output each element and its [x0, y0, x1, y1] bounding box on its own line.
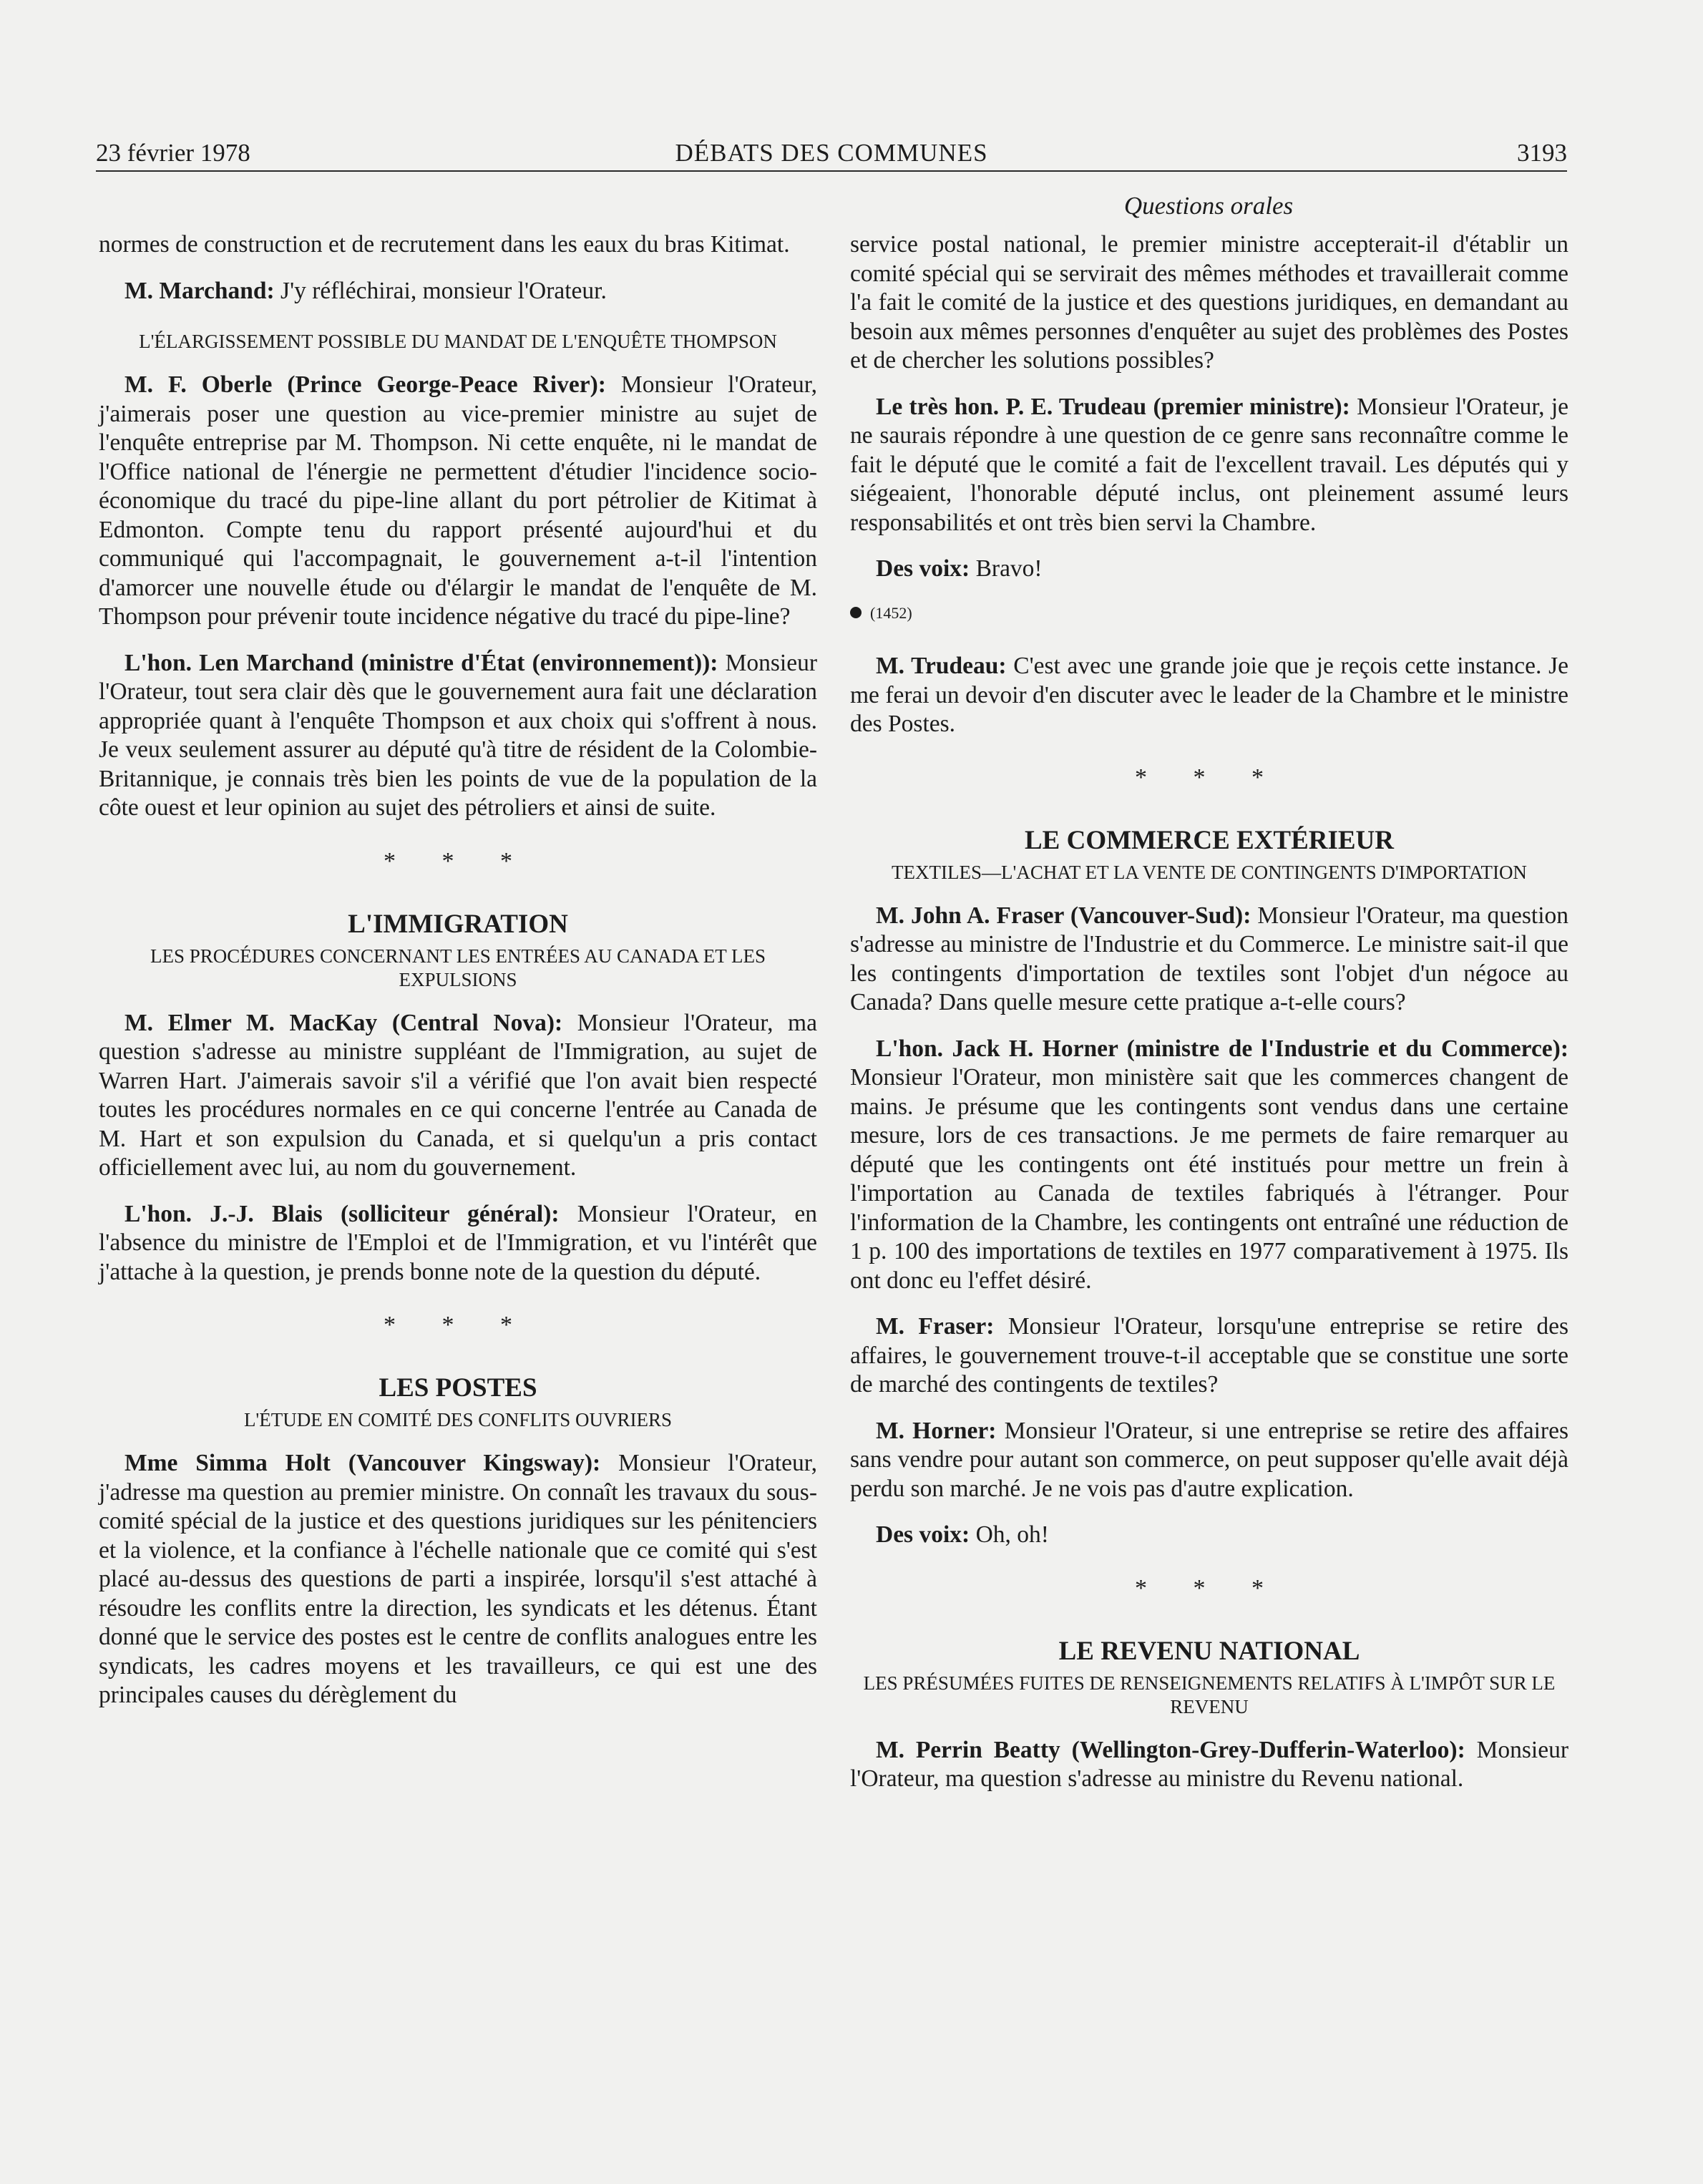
speech: Monsieur l'Orateur, si une entreprise se retire des affaires sans vendre pour autant son commerce, on peut supposer qu'elle avait déjà perdu son marché. Je ne vois pas d'autre explication.: [850, 1417, 1568, 1502]
speaker: L'hon. Len Marchand (ministre d'État (environnement)):: [125, 649, 718, 676]
speech: Monsieur l'Orateur, j'adresse ma question au premier ministre. On connaît les travaux du sous-comité spécial de la justice et des questions juridiques sur les pénitenciers et la violence, et la confiance à l'échelle nationale que ce comité qui s'est placé au-dessus des questions de parti a inspirée, lorsqu'il s'est attaché à résoudre les conflits entre la direction, les syndicats et les détenus. Étant donné que le service des postes est le centre de conflits analogues entre les syndicats, les cadres moyens et les travailleurs, ce qui est une des principales causes du dérèglement du: [99, 1450, 817, 1708]
header-date: 23 février 1978: [96, 139, 250, 167]
paragraph: [99, 371, 817, 632]
paragraph: [99, 649, 817, 823]
speaker: M. Marchand:: [125, 277, 275, 304]
paragraph: [99, 1449, 817, 1710]
speech: Monsieur l'Orateur, ma question s'adresse au ministre du Revenu national.: [850, 1736, 1568, 1793]
speaker: M. Elmer M. MacKay (Central Nova):: [125, 1009, 563, 1036]
section-subheader: Questions orales: [1123, 192, 1294, 220]
section-heading: LE REVENU NATIONAL: [1058, 1636, 1360, 1666]
speaker: Des voix:: [876, 1521, 970, 1549]
header-title: DÉBATS DES COMMUNES: [675, 139, 988, 167]
paragraph: [99, 277, 817, 306]
speech: Monsieur l'Orateur, lorsqu'une entreprise se retire des affaires, le gouvernement trouve-t-il acceptable que se constitue une sorte de marché des contingents de textiles?: [850, 1313, 1568, 1398]
section-heading: L'IMMIGRATION: [348, 909, 568, 939]
paragraph: [99, 1200, 817, 1287]
time-marker-label: (1452): [870, 603, 912, 622]
speaker: Mme Simma Holt (Vancouver Kingsway):: [125, 1450, 601, 1476]
speaker: M. Perrin Beatty (Wellington-Grey-Dufferin-Waterloo):: [876, 1736, 1465, 1763]
speaker: M. Horner:: [876, 1417, 997, 1444]
paragraph: normes de construction et de recrutement dans les eaux du bras Kitimat.: [99, 231, 790, 258]
paragraph: [850, 652, 1568, 739]
speech: Oh, oh!: [970, 1521, 1049, 1549]
section-heading: LES POSTES: [379, 1373, 537, 1403]
speaker: L'hon. Jack H. Horner (ministre de l'Industrie et du Commerce):: [876, 1035, 1568, 1062]
paragraph: [850, 1736, 1568, 1794]
speaker: M. John A. Fraser (Vancouver-Sud):: [876, 902, 1251, 929]
separator-stars: * * *: [1135, 1574, 1284, 1602]
paragraph: [850, 902, 1568, 1018]
paragraph: [850, 555, 1568, 584]
speaker: Le très hon. P. E. Trudeau (premier ministre):: [876, 393, 1350, 420]
header-page-number: 3193: [1517, 139, 1567, 167]
separator-stars: * * *: [384, 847, 532, 874]
speaker: L'hon. J.-J. Blais (solliciteur général):: [125, 1200, 560, 1227]
separator-stars: * * *: [384, 1312, 532, 1338]
bullet-icon: [850, 607, 862, 618]
right-column: [850, 230, 1568, 1811]
speech: Monsieur l'Orateur, j'aimerais poser une question au vice-premier ministre au sujet de l'enquête entreprise par M. Thompson. Ni cette enquête, ni le mandat de l'Office national de l'énergie ne permettent d'étudier l'incidence socio-économique du tracé du pipe-line allant du port pétrolier de Kitimat à Edmonton. Compte tenu du rapport présenté aujourd'hui et du communiqué qui l'accompagnait, le gouvernement a-t-il l'intention d'amorcer une nouvelle étude ou d'élargir le mandat de l'enquête de M. Thompson pour prévenir toute incidence négative du tracé du pipe-line?: [99, 371, 817, 630]
speech: Monsieur l'Orateur, en l'absence du ministre de l'Emploi et de l'Immigration, et vu l'intérêt que j'attache à la question, je prends bonne note de la question du député.: [99, 1200, 817, 1285]
paragraph: [850, 393, 1568, 538]
speaker: M. F. Oberle (Prince George-Peace River):: [125, 371, 606, 398]
paragraph: [99, 1009, 817, 1183]
speech: Monsieur l'Orateur, ma question s'adresse au ministre suppléant de l'Immigration, au sujet de Warren Hart. J'aimerais savoir s'il a vérifié que l'on avait bien respecté toutes les procédures normales en ce qui concerne l'entrée au Canada de M. Hart et son expulsion du Canada, et si quelqu'un a pris contact officiellement avec lui, au nom du gouvernement.: [99, 1009, 817, 1181]
speaker: M. Fraser:: [876, 1313, 995, 1340]
subsection-heading: L'ÉLARGISSEMENT POSSIBLE DU MANDAT DE L'ENQUÊTE THOMPSON: [139, 331, 777, 352]
paragraph: [850, 1312, 1568, 1400]
speech: Monsieur l'Orateur, ma question s'adresse au ministre de l'Industrie et du Commerce. Le ministre sait-il que les contingents d'importation de textiles sont l'objet d'un négoce au Canada? Dans quelle mesure cette pratique a-t-elle cours?: [850, 902, 1568, 1016]
section-heading: LE COMMERCE EXTÉRIEUR: [1025, 825, 1394, 855]
speaker: Des voix:: [876, 555, 970, 582]
time-marker: [850, 601, 1568, 624]
speaker: M. Trudeau:: [876, 653, 1007, 680]
page-header: [96, 136, 1567, 172]
speech: Monsieur l'Orateur, je ne saurais répondre à une question de ce genre sans reconnaître comme le fait le député que le comité a fait de l'excellent travail. Les députés qui y siégeaient, l'honorable député inclus, ont pleinement assumé leurs responsabilités et ont très bien servi la Chambre.: [850, 393, 1568, 536]
subsection-heading: L'ÉTUDE EN COMITÉ DES CONFLITS OUVRIERS: [243, 1409, 673, 1430]
speech: C'est avec une grande joie que je reçois cette instance. Je me ferai un devoir d'en discuter avec le leader de la Chambre et le ministre des Postes.: [850, 653, 1568, 738]
subsection-heading: LES PRÉSUMÉES FUITES DE RENSEIGNEMENTS RELATIFS À L'IMPÔT SUR LE REVENU: [863, 1672, 1556, 1717]
speech: J'y réfléchirai, monsieur l'Orateur.: [274, 277, 607, 304]
subsection-heading: TEXTILES—L'ACHAT ET LA VENTE DE CONTINGENTS D'IMPORTATION: [892, 861, 1527, 883]
left-column: [99, 230, 817, 1727]
subsection-heading: LES PROCÉDURES CONCERNANT LES ENTRÉES AU CANADA ET LES EXPULSIONS: [150, 945, 766, 990]
paragraph: service postal national, le premier ministre accepterait-il d'établir un comité spécial qui se servirait des mêmes méthodes et travaillerait comme l'a fait le comité de la justice et des questions juridiques, en demandant au besoin aux mêmes personnes d'enquêter au sujet des problèmes des Postes et de chercher les solutions possibles?: [850, 231, 1568, 374]
speech: Bravo!: [970, 555, 1043, 582]
paragraph: [850, 1521, 1568, 1550]
speech: Monsieur l'Orateur, tout sera clair dès que le gouvernement aura fait une déclaration appropriée quant à l'enquête Thompson et aux choix qui s'offrent à nous. Je veux seulement assurer au député qu'à titre de résident de la Colombie-Britannique, je connais très bien les points de vue de la population de la côte ouest et leur opinion au sujet des pétroliers et ainsi de suite.: [99, 649, 817, 821]
speech: Monsieur l'Orateur, mon ministère sait que les commerces changent de mains. Je présume que les contingents sont vendus dans une certaine mesure, lors de ces transactions. Je me permets de faire remarquer au député que les contingents ont été institués pour mettre un frein à l'importation au Canada de textiles fabriqués à l'étranger. Pour l'information de la Chambre, les contingents ont entraîné une réduction de 1 p. 100 des importations de textiles en 1977 comparativement à 1975. Ils ont donc eu l'effet désiré.: [850, 1064, 1568, 1294]
paragraph: [850, 1417, 1568, 1504]
paragraph: [850, 1035, 1568, 1296]
separator-stars: * * *: [1135, 764, 1284, 791]
